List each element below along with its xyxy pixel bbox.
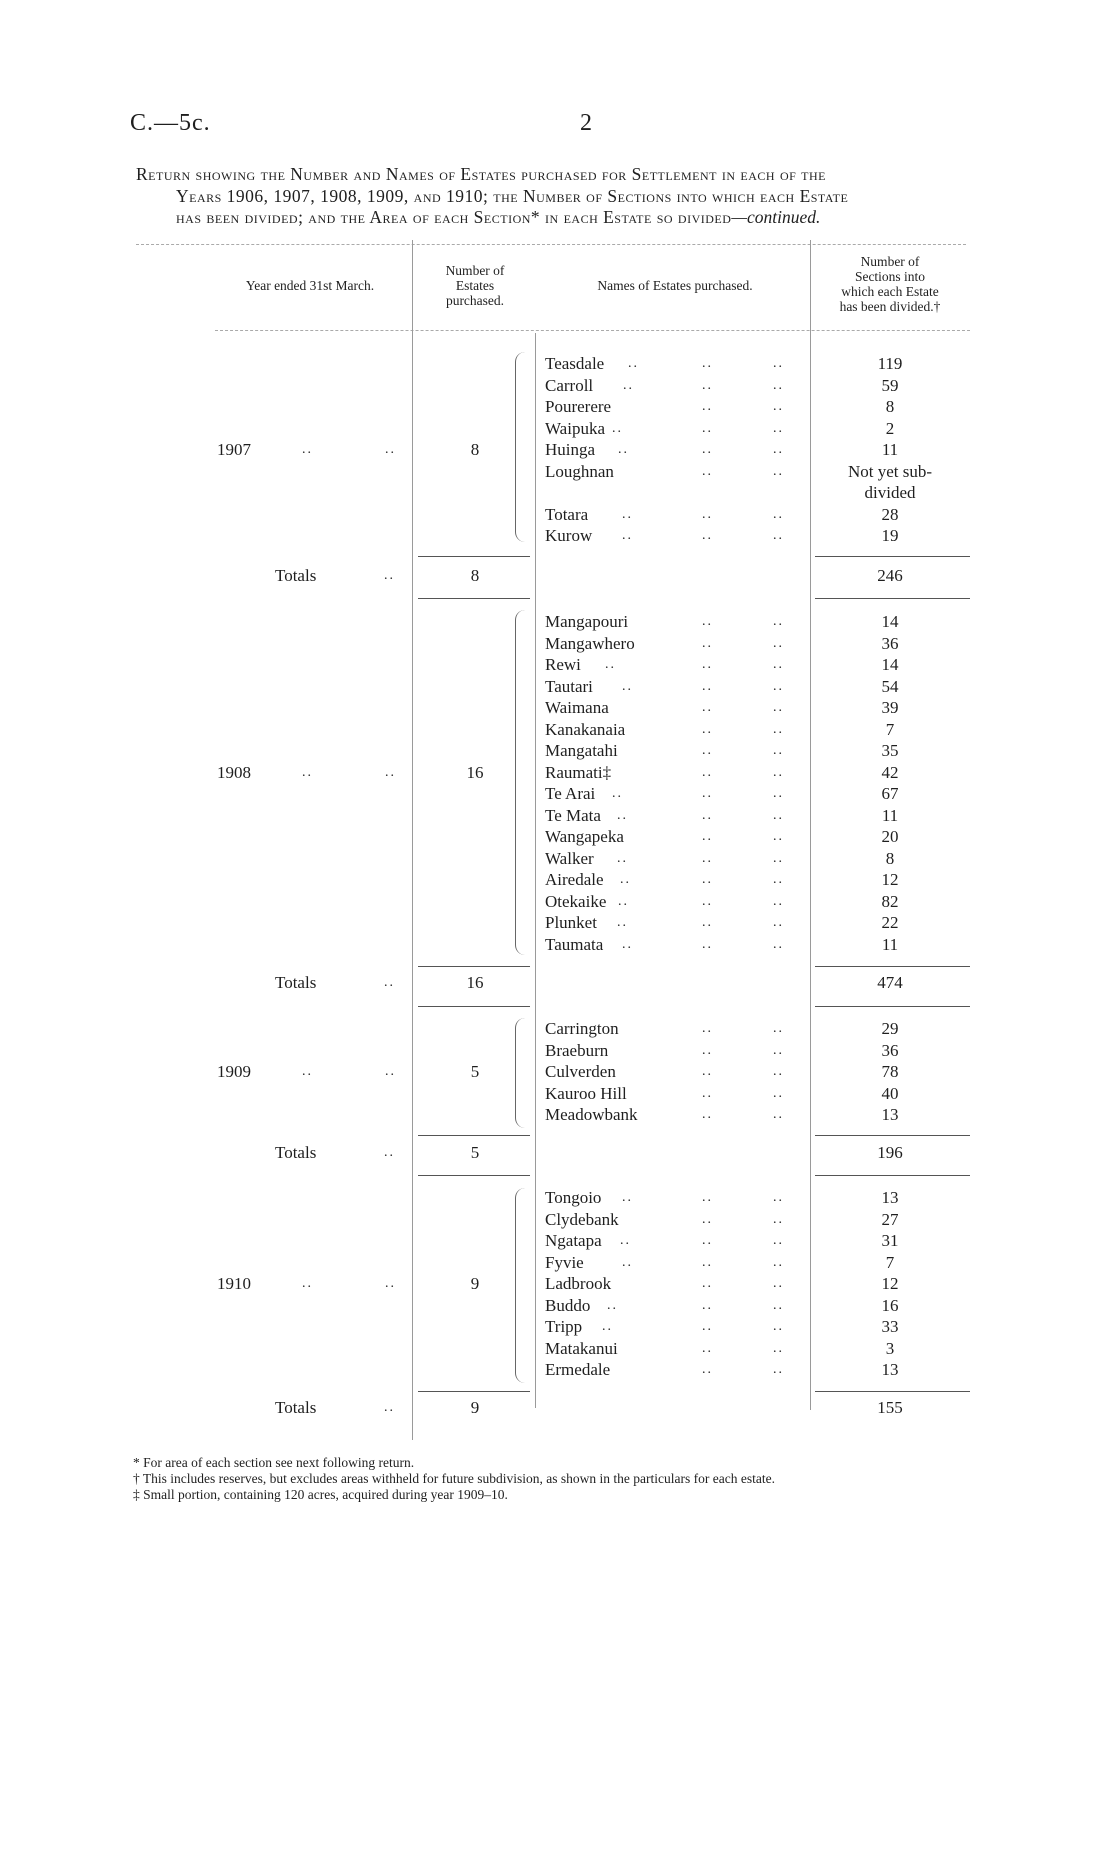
leader-dots: .. xyxy=(773,807,784,823)
estate-name: Te Mata xyxy=(545,805,601,825)
leader-dots: .. xyxy=(702,1021,713,1036)
page-header xyxy=(130,110,990,150)
leader-dots: .. xyxy=(702,915,713,930)
totals-rule-sections xyxy=(815,966,970,967)
table-row xyxy=(0,783,1114,805)
estate-name: Kauroo Hill xyxy=(545,1083,627,1103)
leader-dots: .. xyxy=(702,1276,713,1291)
table-row xyxy=(0,1018,1114,1040)
section-count: 12 xyxy=(881,1274,899,1293)
estate-name: Plunket xyxy=(545,913,597,932)
section-count: 14 xyxy=(881,655,899,674)
estate-tail: .. xyxy=(618,442,629,457)
table-row xyxy=(0,1209,1114,1231)
totals-rule-count xyxy=(418,1391,530,1392)
totals-label: Totals xyxy=(275,1143,317,1162)
leader-dots: .. xyxy=(773,1190,784,1205)
col-head-count-l3: purchased. xyxy=(445,293,505,308)
leader-dots: .. xyxy=(773,743,784,758)
estate-tail: .. xyxy=(622,936,633,952)
col-head-sections-l1: Number of xyxy=(860,254,920,269)
table-row xyxy=(0,1252,1114,1274)
leader-dots: .. xyxy=(773,764,784,780)
section-count: 82 xyxy=(881,891,899,911)
section-count: 78 xyxy=(881,1062,899,1081)
year-label: 1910 xyxy=(217,1274,251,1293)
leader-dots: .. xyxy=(773,1276,784,1291)
estate-tail: .. xyxy=(602,1319,613,1334)
section-count: 67 xyxy=(881,784,899,803)
estate-tail: .. xyxy=(622,1190,633,1205)
estate-name: Teasdale xyxy=(545,354,605,373)
table-row xyxy=(0,891,1114,913)
year-dots: .. xyxy=(385,764,396,780)
totals-count: 8 xyxy=(470,566,480,585)
estate-tail: .. xyxy=(612,420,623,436)
leader-dots: .. xyxy=(773,786,784,801)
estate-name: Airedale xyxy=(545,870,604,889)
title-continued: —continued. xyxy=(731,207,821,227)
year-dots: .. xyxy=(302,1276,313,1291)
leader-dots: .. xyxy=(702,1085,713,1101)
leader-dots: .. xyxy=(702,1362,713,1377)
leader-dots: .. xyxy=(773,657,784,672)
estate-name: Buddo xyxy=(545,1295,591,1315)
totals-rule-count xyxy=(418,966,530,967)
document-reference: C.—5c. xyxy=(130,110,211,136)
leader-dots: .. xyxy=(702,614,713,629)
leader-dots: .. xyxy=(773,1042,784,1058)
totals-label: Totals xyxy=(275,1398,317,1417)
totals-row xyxy=(0,972,1114,994)
title-line-3 xyxy=(136,207,1011,229)
table-row xyxy=(0,676,1114,698)
section-count: Not yet sub- xyxy=(847,461,933,481)
section-count: 28 xyxy=(881,504,899,524)
table-row xyxy=(0,1104,1114,1126)
title-line-3-text: has been divided; and the Area of each Section* in each Estate so divided xyxy=(176,207,732,227)
leader-dots: .. xyxy=(773,399,784,414)
estate-tail: .. xyxy=(605,657,616,672)
table-row xyxy=(0,912,1114,934)
leader-dots: .. xyxy=(702,399,713,414)
section-count: 20 xyxy=(881,827,899,846)
estate-name: Loughnan xyxy=(545,461,614,481)
totals-rule-sections-bottom xyxy=(815,598,970,599)
year-dots: .. xyxy=(385,1276,396,1291)
leader-dots: .. xyxy=(773,442,784,457)
col-head-sections-l3: which each Estate xyxy=(841,284,939,299)
estate-name: Ngatapa xyxy=(545,1231,602,1250)
totals-rule-sections xyxy=(815,1135,970,1136)
estate-name: Mangapouri xyxy=(545,612,629,631)
table-row xyxy=(0,654,1114,676)
col-head-sections xyxy=(810,254,970,314)
estate-tail: .. xyxy=(620,1233,631,1248)
section-count: 8 xyxy=(885,397,895,416)
section-count: 13 xyxy=(881,1360,899,1379)
estate-name: Wangapeka xyxy=(545,827,624,846)
section-count: 19 xyxy=(881,526,899,545)
totals-rule-count xyxy=(418,556,530,557)
totals-rule-sections xyxy=(815,556,970,557)
col-head-sections-l4: has been divided.† xyxy=(839,299,941,314)
estate-name: Kurow xyxy=(545,526,593,545)
leader-dots: .. xyxy=(702,807,713,823)
leader-dots: .. xyxy=(773,1319,784,1334)
leader-dots: .. xyxy=(773,700,784,715)
leader-dots: .. xyxy=(773,936,784,952)
table-row xyxy=(0,1083,1114,1105)
estate-name: Ermedale xyxy=(545,1360,611,1379)
section-count: 40 xyxy=(881,1083,899,1103)
col-head-names: Names of Estates purchased. xyxy=(597,278,753,293)
section-count: 54 xyxy=(881,676,899,696)
section-count: 39 xyxy=(881,698,899,717)
leader-dots: .. xyxy=(702,786,713,801)
leader-dots: .. xyxy=(773,1362,784,1377)
leader-dots: .. xyxy=(773,1021,784,1036)
totals-rule-sections xyxy=(815,1391,970,1392)
section-count: 7 xyxy=(885,719,895,739)
estate-name: Matakanui xyxy=(545,1338,618,1358)
leader-dots: .. xyxy=(773,1233,784,1248)
table-row xyxy=(0,1187,1114,1209)
section-count: 33 xyxy=(881,1317,899,1336)
leader-dots: .. xyxy=(773,420,784,436)
leader-dots: .. xyxy=(773,872,784,887)
estate-name: Tongoio xyxy=(545,1188,602,1207)
estate-tail: .. xyxy=(622,506,633,522)
estate-tail: .. xyxy=(622,528,633,543)
header-rule xyxy=(215,330,970,331)
table-row xyxy=(0,740,1114,762)
totals-row xyxy=(0,1397,1114,1419)
leader-dots: .. xyxy=(773,1254,784,1270)
totals-sections: 246 xyxy=(877,566,903,585)
estates-count: 9 xyxy=(470,1274,480,1293)
section-count: 42 xyxy=(881,762,899,782)
table-row xyxy=(0,1295,1114,1317)
section-count: 11 xyxy=(881,440,899,459)
leader-dots: .. xyxy=(773,829,784,844)
title-line-2: Years 1906, 1907, 1908, 1909, and 1910; the Number of Sections into which each Estate xyxy=(176,185,849,206)
estate-name: Kanakanaia xyxy=(545,719,626,739)
section-count: 13 xyxy=(881,1105,899,1124)
year-dots: .. xyxy=(385,442,396,457)
leader-dots: .. xyxy=(702,657,713,672)
totals-sections: 474 xyxy=(877,973,903,992)
section-count: 13 xyxy=(881,1188,899,1207)
section-count: 12 xyxy=(881,870,899,889)
table-row xyxy=(0,504,1114,526)
leader-dots: .. xyxy=(773,721,784,737)
estate-name: Taumata xyxy=(545,934,604,954)
totals-sections: 196 xyxy=(877,1143,903,1162)
estate-name: Mangatahi xyxy=(545,741,618,760)
estate-name: Waimana xyxy=(545,698,609,717)
leader-dots: .. xyxy=(702,377,713,393)
estate-name: Tautari xyxy=(545,676,593,696)
leader-dots: .. xyxy=(702,678,713,694)
table-row xyxy=(0,482,1114,504)
section-count: 36 xyxy=(881,633,899,653)
leader-dots: .. xyxy=(773,1211,784,1227)
estate-name: Carrington xyxy=(545,1019,619,1038)
totals-sections: 155 xyxy=(877,1398,903,1417)
table-row xyxy=(0,525,1114,547)
table-row xyxy=(0,461,1114,483)
section-count: 11 xyxy=(881,934,899,954)
estate-name: Waipuka xyxy=(545,418,605,438)
leader-dots: .. xyxy=(773,1085,784,1101)
leader-dots: .. xyxy=(702,700,713,715)
table-row xyxy=(0,1338,1114,1360)
table-row xyxy=(0,1359,1114,1381)
section-count-continued: divided xyxy=(864,483,916,502)
totals-rule-count-bottom xyxy=(418,1175,530,1176)
totals-row xyxy=(0,565,1114,587)
section-count: 3 xyxy=(885,1338,895,1358)
leader-dots: .. xyxy=(702,1190,713,1205)
table-row xyxy=(0,826,1114,848)
totals-rule-sections-bottom xyxy=(815,1175,970,1176)
leader-dots: .. xyxy=(702,356,713,371)
totals-label: Totals xyxy=(275,973,317,992)
leader-dots: .. xyxy=(702,743,713,758)
section-count: 11 xyxy=(881,805,899,825)
totals-count: 9 xyxy=(470,1398,480,1417)
leader-dots: .. xyxy=(702,1254,713,1270)
estate-name: Fyvie xyxy=(545,1252,584,1272)
leader-dots: .. xyxy=(773,614,784,629)
estate-name: Braeburn xyxy=(545,1040,609,1060)
estate-name: Ladbrook xyxy=(545,1274,612,1293)
estates-count: 8 xyxy=(470,440,480,459)
totals-dots: .. xyxy=(384,568,395,583)
leader-dots: .. xyxy=(702,721,713,737)
section-count: 29 xyxy=(881,1019,899,1038)
estate-name: Culverden xyxy=(545,1062,616,1081)
section-count: 2 xyxy=(885,418,895,438)
leader-dots: .. xyxy=(773,463,784,479)
table-row xyxy=(0,611,1114,633)
estate-tail: .. xyxy=(607,1297,618,1313)
table-row xyxy=(0,633,1114,655)
leader-dots: .. xyxy=(702,936,713,952)
estate-name: Tripp xyxy=(545,1317,583,1336)
estate-tail: .. xyxy=(622,678,633,694)
table-row xyxy=(0,1273,1114,1295)
leader-dots: .. xyxy=(702,1064,713,1079)
leader-dots: .. xyxy=(702,850,713,866)
table-row xyxy=(0,1061,1114,1083)
table-row xyxy=(0,719,1114,741)
leader-dots: .. xyxy=(773,1297,784,1313)
leader-dots: .. xyxy=(702,1319,713,1334)
table-row xyxy=(0,1040,1114,1062)
section-count: 36 xyxy=(881,1040,899,1060)
year-label: 1907 xyxy=(217,440,251,459)
year-label: 1908 xyxy=(217,762,251,782)
totals-rule-count-bottom xyxy=(418,598,530,599)
year-dots: .. xyxy=(302,764,313,780)
page-number: 2 xyxy=(580,110,592,136)
col-head-count-l2: Estates xyxy=(455,278,495,293)
estate-tail: .. xyxy=(628,356,639,371)
col-head-year: Year ended 31st March. xyxy=(245,278,375,293)
table-row xyxy=(0,805,1114,827)
col-head-sections-l2: Sections into xyxy=(854,269,926,284)
leader-dots: .. xyxy=(773,528,784,543)
totals-count: 16 xyxy=(466,973,484,992)
leader-dots: .. xyxy=(702,1340,713,1356)
col-head-count xyxy=(415,263,535,308)
leader-dots: .. xyxy=(773,678,784,694)
leader-dots: .. xyxy=(773,893,784,909)
leader-dots: .. xyxy=(773,377,784,393)
leader-dots: .. xyxy=(702,528,713,543)
table-row xyxy=(0,762,1114,784)
totals-label: Totals xyxy=(275,566,317,585)
section-count: 7 xyxy=(885,1252,895,1272)
estates-count: 5 xyxy=(470,1062,480,1081)
leader-dots: .. xyxy=(773,850,784,866)
leader-dots: .. xyxy=(773,356,784,371)
estate-tail: .. xyxy=(617,807,628,823)
totals-rule-sections-bottom xyxy=(815,1006,970,1007)
leader-dots: .. xyxy=(773,1064,784,1079)
estate-name: Clydebank xyxy=(545,1209,619,1229)
section-count: 22 xyxy=(881,913,899,932)
top-rule xyxy=(136,244,966,245)
year-dots: .. xyxy=(302,442,313,457)
estate-name: Totara xyxy=(545,504,589,524)
year-dots: .. xyxy=(385,1064,396,1079)
estate-tail: .. xyxy=(617,850,628,866)
leader-dots: .. xyxy=(702,1107,713,1122)
estate-name: Pourerere xyxy=(545,397,612,416)
leader-dots: .. xyxy=(773,506,784,522)
table-row xyxy=(0,418,1114,440)
totals-rule-count-bottom xyxy=(418,1006,530,1007)
footnote: † This includes reserves, but excludes areas withheld for future subdivision, as shown in the particulars for each estate. xyxy=(133,1471,775,1486)
table-row xyxy=(0,697,1114,719)
col-head-count-l1: Number of xyxy=(445,263,505,278)
table-row xyxy=(0,396,1114,418)
leader-dots: .. xyxy=(773,1340,784,1356)
estate-tail: .. xyxy=(612,786,623,801)
totals-dots: .. xyxy=(384,1145,395,1160)
section-count: 35 xyxy=(881,741,899,760)
section-count: 59 xyxy=(881,375,899,395)
table-row xyxy=(0,1316,1114,1338)
estate-tail: .. xyxy=(623,377,634,393)
footnote: * For area of each section see next following return. xyxy=(133,1455,415,1470)
year-label: 1909 xyxy=(217,1062,251,1081)
leader-dots: .. xyxy=(702,1042,713,1058)
leader-dots: .. xyxy=(702,872,713,887)
estates-count: 16 xyxy=(466,762,484,782)
estate-tail: .. xyxy=(618,893,629,909)
year-dots: .. xyxy=(302,1064,313,1079)
totals-rule-count xyxy=(418,1135,530,1136)
section-count: 16 xyxy=(881,1295,899,1315)
estate-name: Walker xyxy=(545,848,594,868)
section-count: 31 xyxy=(881,1231,899,1250)
leader-dots: .. xyxy=(702,442,713,457)
leader-dots: .. xyxy=(773,635,784,651)
estate-name: Te Arai xyxy=(545,784,596,803)
estate-name: Rewi xyxy=(545,655,581,674)
leader-dots: .. xyxy=(773,915,784,930)
estate-tail: .. xyxy=(620,872,631,887)
leader-dots: .. xyxy=(702,764,713,780)
table-row xyxy=(0,375,1114,397)
leader-dots: .. xyxy=(702,463,713,479)
leader-dots: .. xyxy=(702,1233,713,1248)
totals-dots: .. xyxy=(384,1400,395,1415)
table-row xyxy=(0,934,1114,956)
estate-name: Carroll xyxy=(545,375,594,395)
table-row xyxy=(0,1230,1114,1252)
leader-dots: .. xyxy=(702,829,713,844)
estate-name: Raumati‡ xyxy=(545,762,612,782)
totals-row xyxy=(0,1142,1114,1164)
leader-dots: .. xyxy=(702,893,713,909)
table-row xyxy=(0,848,1114,870)
footnote: ‡ Small portion, containing 120 acres, acquired during year 1909–10. xyxy=(133,1487,508,1502)
leader-dots: .. xyxy=(702,506,713,522)
title-line-1: Return showing the Number and Names of Estates purchased for Settlement in each of the xyxy=(136,164,827,184)
section-count: 8 xyxy=(885,848,895,868)
leader-dots: .. xyxy=(702,420,713,436)
leader-dots: .. xyxy=(773,1107,784,1122)
estate-name: Mangawhero xyxy=(545,633,635,653)
totals-dots: .. xyxy=(384,975,395,990)
estate-name: Huinga xyxy=(545,440,596,459)
section-count: 27 xyxy=(881,1209,899,1229)
table-row xyxy=(0,869,1114,891)
section-count: 119 xyxy=(877,354,903,373)
estate-name: Meadowbank xyxy=(545,1105,638,1124)
leader-dots: .. xyxy=(702,1297,713,1313)
totals-count: 5 xyxy=(470,1143,480,1162)
table-row xyxy=(0,439,1114,461)
section-count: 14 xyxy=(881,612,899,631)
table-title xyxy=(136,164,1011,229)
estate-tail: .. xyxy=(622,1254,633,1270)
estate-tail: .. xyxy=(617,915,628,930)
table-row xyxy=(0,353,1114,375)
leader-dots: .. xyxy=(702,1211,713,1227)
estate-name: Otekaike xyxy=(545,891,607,911)
leader-dots: .. xyxy=(702,635,713,651)
